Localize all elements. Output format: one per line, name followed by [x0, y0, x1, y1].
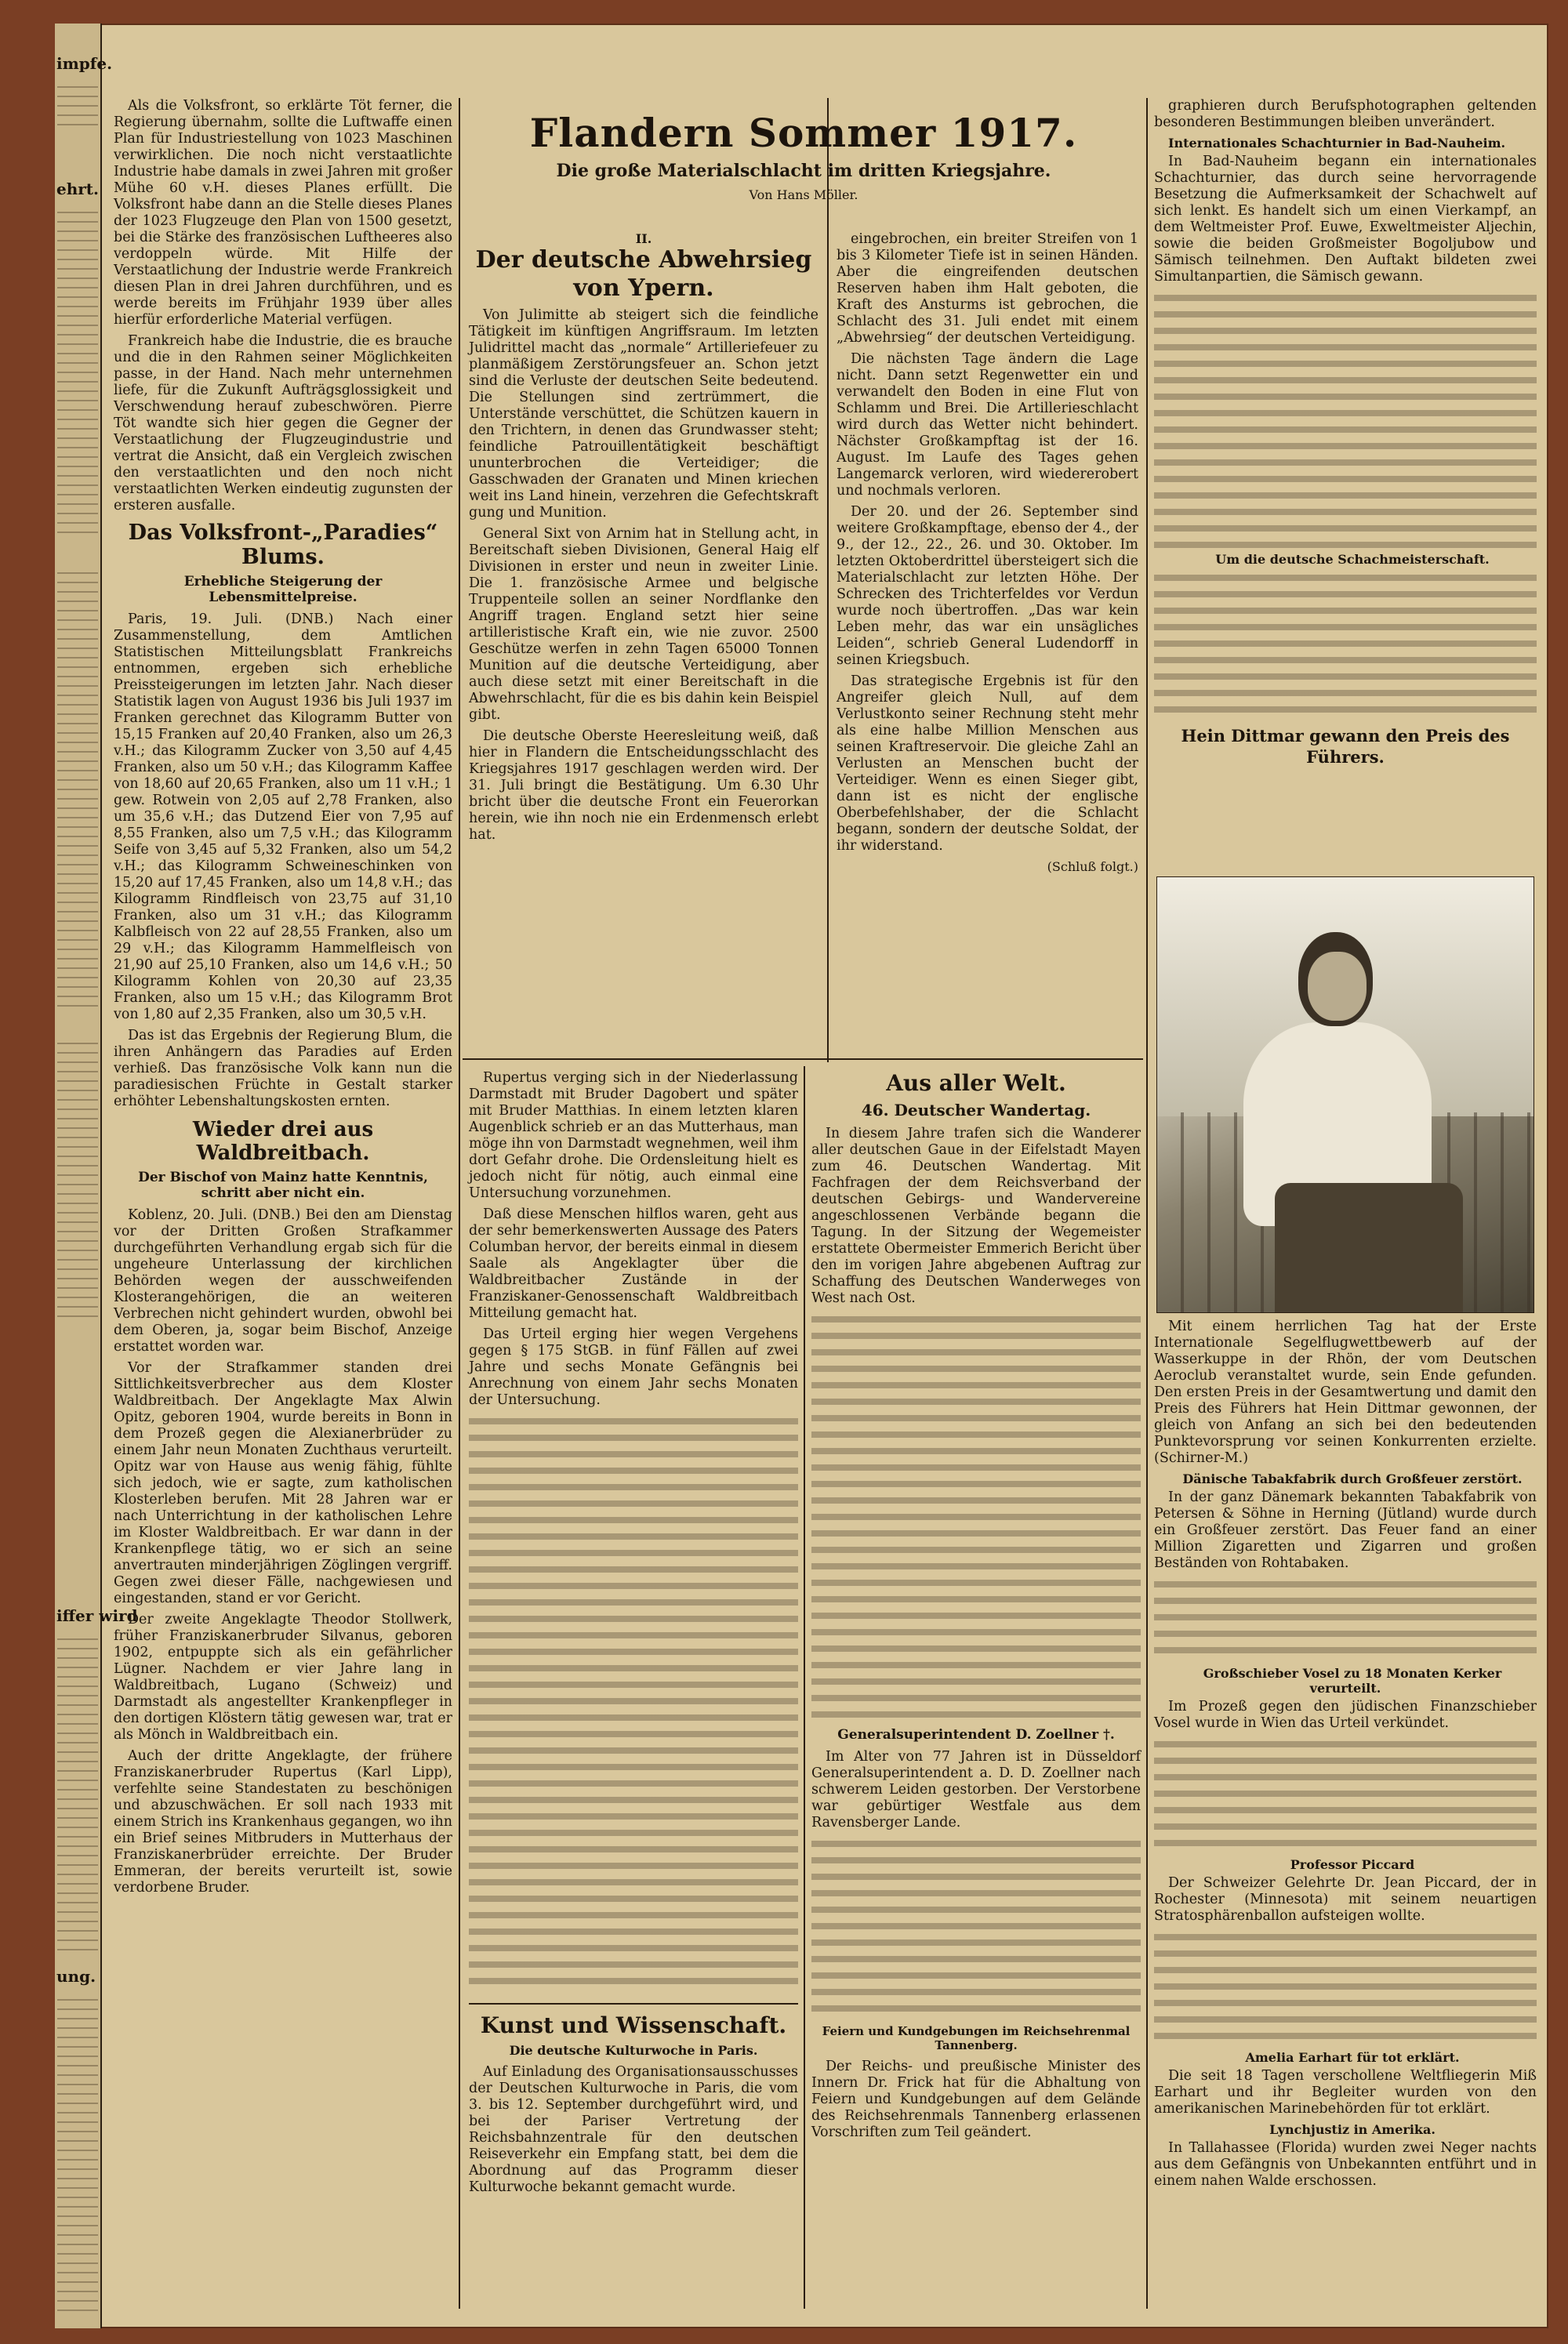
strip-fragment: impfe. [56, 54, 113, 73]
paragraph: graphieren durch Berufsphotographen geltenden besonderen Bestimmungen bleiben unverändert. [1154, 98, 1537, 130]
byline: Von Hans Möller. [749, 187, 858, 202]
strip-text [57, 572, 98, 1011]
column-4 [1154, 98, 1537, 874]
article-title: Wieder drei aus Waldbreitbach. [192, 1118, 374, 1165]
text-continuation [1154, 1736, 1537, 1854]
text-continuation [1154, 290, 1537, 549]
paragraph: Der 20. und der 26. September sind weitere Großkampftage, ebenso der 4., der 9., der 12., 22., 26. und 30. Oktober. Im letzten Oktoberdrittel übersteigert sich die Materialschlacht zur letzten Höhe. Der Schrecken des Trichterfeldes vor Verdun wurde noch übertroffen. „Das war kein Leben mehr, das war ein unsägliches Leiden“, schrieb General Ludendorff in seinen Kriegsbuch. [837, 504, 1138, 668]
paragraph: Im Alter von 77 Jahren ist in Düsseldorf Generalsuperintendent a. D. D. Zoellner nach schwerem Leiden gestorben. Der Verstorbene war gebürtiger Westfale aus dem Ravensberger Lande. [811, 1749, 1141, 1831]
article-title: Der deutsche Abwehrsieg von Ypern. [475, 246, 812, 302]
newspaper-page [55, 24, 1548, 2328]
column-rule [804, 1066, 805, 2309]
strip-text [57, 1638, 98, 1952]
strip-text [57, 212, 98, 541]
column-3-lower [811, 1070, 1141, 2309]
section-number: II. [635, 231, 652, 246]
article-title: Feiern und Kundgebungen im Reichsehrenmal Tannenberg. [822, 2024, 1131, 2052]
article-subtitle: Erhebliche Steigerung der Lebensmittelpreise. [183, 574, 383, 605]
strip-fragment: ehrt. [56, 180, 100, 198]
column-rule [1146, 98, 1148, 2309]
strip-text [57, 1999, 98, 2313]
text-continuation [1154, 1929, 1537, 2047]
paragraph: Der zweite Angeklagte Theodor Stollwerk, früher Franziskanerbruder Silvanus, geboren 1902, entpuppte sich als ein gefährlicher Lügner. Nachdem er vier Jahre lang in Waldbreitbach, Lugano (Schweiz) und Darmstadt als angestellter Krankenpfleger in den dortigen Klöstern tätig gewesen war, trat er als Mönch in Waldbreitbach ein. [114, 1612, 452, 1743]
text-continuation [811, 1836, 1141, 2016]
feature-kicker: Die große Materialschlacht im dritten Kriegsjahre. [556, 161, 1051, 181]
paragraph: Auf Einladung des Organisationsausschusses der Deutschen Kulturwoche in Paris, die vom 3. bis 12. September durchgeführt wird, und bei der Pariser Vertretung der Reichsbahnzentrale für den deutschen Reiseverkehr ein Empfang statt, bei dem die Abordnung auf das Programm dieser Kulturwoche bekannt gemacht wurde. [469, 2064, 798, 2195]
section-title: Kunst und Wissenschaft. [469, 2003, 798, 2038]
paragraph: Das Urteil erging hier wegen Vergehens gegen § 175 StGB. in fünf Fällen auf zwei Jahre und sechs Monate Gefängnis bei Anrechnung von einem Jahr sechs Monaten der Untersuchung. [469, 1326, 798, 1408]
column-4-lower [1154, 1319, 1537, 2310]
paragraph: In Bad-Nauheim begann ein internationales Schachturnier, das durch seine hervorragende Besetzung die Aufmerksamkeit der Schachwelt auf sich lenkt. Es handelt sich um einen Vierkampf, an dem Weltmeister Prof. Euwe, Exweltmeister Aljechin, sowie die beiden Großmeister Bogoljubow und Sämisch teilnehmen. Den Auftakt bildeten zwei Simultanpartien, die Sämisch gewann. [1154, 154, 1537, 285]
horizontal-rule [463, 1058, 1143, 1060]
article-title: Generalsuperintendent D. Zoellner †. [837, 1727, 1115, 1743]
column-1 [114, 98, 452, 2309]
adjacent-page-strip [55, 24, 138, 2328]
strip-fragment: ung. [56, 1967, 96, 1986]
article-title: Um die deutsche Schachmeisterschaft. [1215, 552, 1490, 567]
paragraph: Im Prozeß gegen den jüdischen Finanzschieber Vosel wurde in Wien das Urteil verkündet. [1154, 1699, 1537, 1731]
paragraph: Daß diese Menschen hilflos waren, geht aus der sehr bemerkenswerten Aussage des Paters Columban hervor, der bereits einmal in diesem Saale als Angeklagter über die Waldbreitbacher Zustände in der Franziskaner-Genossenschaft Waldbreitbach Mitteilung gemacht hat. [469, 1206, 798, 1321]
column-rule [459, 98, 460, 2309]
paragraph: Die seit 18 Tagen verschollene Weltfliegerin Miß Earhart und ihr Begleiter wurden von den amerikanischen Marinebehörden für tot erklärt. [1154, 2068, 1537, 2117]
paragraph: Als die Volksfront, so erklärte Töt ferner, die Regierung übernahm, sollte die Luftwaffe einen Plan für Industriestellung von 1023 Maschinen verwirklichen. Die noch nicht verstaatlichte Industrie habe damals in zwei Jahren mit großer Mühe 60 v.H. dieses Planes erfüllt. Die Volksfront habe dann an die Stelle dieses Planes der 1023 Flugzeuge den Plan von 1500 gesetzt, bei die Stärke des französischen Luftheeres also verdoppeln würde. Mit Hilfe der Verstaatlichung der Industrie werde Frankreich diesen Plan in drei Jahren durchführen, und es werde bereits im Frühjahr 1939 über alles hierfür erforderliche Material verfügen. [114, 98, 452, 328]
strip-text [57, 1043, 98, 1325]
paragraph: In diesem Jahre trafen sich die Wanderer aller deutschen Gaue in der Eifelstadt Mayen zum 46. Deutschen Wandertag. Mit Fachfragen der dem Reichsverband der deutschen Gebirgs- und Wandervereine angeschlossenen Verbände begann die Tagung. In der Sitzung der Wegemeister erstattete Obermeister Emmerich Bericht über den im vorigen Jahre abgebenen Auftrag zur Schaffung des Deutschen Wanderweges von West nach Ost. [811, 1126, 1141, 1306]
portrait-photo [1156, 876, 1534, 1313]
article-subtitle: Der Bischof von Mainz hatte Kenntnis, schritt aber nicht ein. [138, 1170, 428, 1201]
column-2 [469, 231, 818, 1054]
paragraph: Frankreich habe die Industrie, die es brauche und die in den Rahmen seiner Möglichkeiten passe, in der Hand. Nach mehr unternehmen liefe, für die Zukunft Aufträgsglossigkeit und Verschwendung herauf zubeschwören. Pierre Töt wandte sich hier gegen die Gegner der Verstaatlichung der Flugzeugindustrie und vertrat die Ansicht, daß ein Vergleich zwischen den verstaatlichten und den noch nicht verstaatlichten Werken eindeutig zugunsten der ersteren ausfalle. [114, 333, 452, 513]
paragraph: Paris, 19. Juli. (DNB.) Nach einer Zusammenstellung, dem Amtlichen Statistischen Mitteilungsblatt Frankreichs entnommen, ergeben sich erhebliche Preissteigerungen im letzten Jahr. Nach dieser Statistik lagen von August 1936 bis Juli 1937 im Franken gerechnet das Kilogramm Butter von 15,15 Franken auf 20,40 Franken, also um 26,3 v.H.; das Kilogramm Zucker von 3,50 auf 4,45 Franken, also um 50 v.H.; das Kilogramm Kaffee von 18,60 auf 20,65 Franken, also um 11 v.H.; 1 gew. Rotwein von 2,05 auf 2,78 Franken, also um 35,6 v.H.; das Dutzend Eier von 7,95 auf 8,55 Franken, also um 7,5 v.H.; das Kilogramm Seife von 3,45 auf 5,32 Franken, also um 54,2 v.H.; das Kilogramm Schweineschinken von 15,20 auf 17,45 Franken, also um 14,8 v.H.; das Kilogramm Rindfleisch von 23,75 auf 31,10 Franken, also um 31 v.H.; das Kilogramm Kalbfleisch von 22 auf 28,55 Franken, also um 29 v.H.; das Kilogramm Hammelfleisch von 21,90 auf 25,10 Franken, also um 14,6 v.H.; 50 Kilogramm Kohlen von 20,30 auf 23,35 Franken, also um 15 v.H.; das Kilogramm Brot von 1,80 auf 2,35 Franken, also um 30,5 v.H. [114, 611, 452, 1022]
text-continuation [1154, 570, 1537, 719]
text-continuation [811, 1312, 1141, 1719]
continuation-note: (Schluß folgt.) [1047, 859, 1138, 874]
column-2-lower [469, 1070, 798, 2309]
news-title: Amelia Earhart für tot erklärt. [1245, 2050, 1460, 2065]
paragraph: In der ganz Dänemark bekannten Tabakfabrik von Petersen & Söhne in Herning (Jütland) wurde durch ein Großfeuer zerstört. Das Feuer fand an einer Million Zigaretten und Zigarren und großen Beständen von Rohtabaken. [1154, 1489, 1537, 1571]
paragraph: Das ist das Ergebnis der Regierung Blum, die ihren Anhängern das Paradies auf Erden verhieß. Das französische Volk kann nun die paradiesischen Früchte in Gestalt starker erhöhter Lebenshaltungskosten ernten. [114, 1028, 452, 1109]
paragraph: General Sixt von Arnim hat in Stellung acht, in Bereitschaft sieben Divisionen, General Haig elf Divisionen in erster und neun in zweiter Linie. Die 1. französische Armee und belgische Truppenteile sollen an seiner Nordflanke den Angriff tragen. England setzt hier seine artilleristische Kraft ein, wie nie zuvor. 2500 Geschütze werfen in zehn Tagen 65000 Tonnen Munition auf die deutsche Verteidigung, aber auch diese setzt mit einer Bereitschaft in die Abwehrschlacht, für die es bis dahin kein Beispiel gibt. [469, 526, 818, 723]
text-continuation [1154, 1577, 1537, 1663]
paragraph: Koblenz, 20. Juli. (DNB.) Bei den am Dienstag vor der Dritten Großen Strafkammer durchgeführten Verhandlung ergab sich für die ungeheure Unterlassung der kirchlichen Behörden wegen der ausschweifenden Klosterangehörigen, die an weiteren Verbrechen nicht gehindert wurden, obwohl bei dem Oberen, ja, sogar beim Bischof, Anzeige erstattet worden war. [114, 1207, 452, 1355]
paragraph: In Tallahassee (Florida) wurden zwei Neger nachts aus dem Gefängnis von Unbekannten entführt und in einem nahen Walde erschossen. [1154, 2140, 1537, 2189]
flandern-header [466, 110, 1141, 210]
section-title: Aus aller Welt. [886, 1070, 1066, 1096]
news-title: Professor Piccard [1290, 1857, 1415, 1872]
paragraph: Der Schweizer Gelehrte Dr. Jean Piccard, der in Rochester (Minnesota) mit seinem neuartigen Stratosphärenballon aufsteigen wollte. [1154, 1875, 1537, 1924]
paragraph: Die deutsche Oberste Heeresleitung weiß, daß hier in Flandern die Entscheidungsschlacht des Kriegsjahres 1917 geschlagen werden wird. Der 31. Juli bringt die Bestätigung. Um 6.30 Uhr bricht über die deutsche Front ein Feuerorkan herein, wie ihn noch nie ein Erdenmensch erlebt hat. [469, 728, 818, 843]
article-subtitle: 46. Deutscher Wandertag. [861, 1101, 1091, 1119]
article-subtitle: Die deutsche Kulturwoche in Paris. [509, 2043, 758, 2058]
photo-title: Hein Dittmar gewann den Preis des Führers. [1181, 726, 1510, 767]
article-title: Das Volksfront-„Paradies“ Blums. [128, 521, 438, 569]
paragraph: eingebrochen, ein breiter Streifen von 1 bis 3 Kilometer Tiefe ist in seinen Händen. Aber die eingreifenden deutschen Reserven haben ihm Halt geboten, die Kraft des Ansturms ist gebrochen, die Schlacht des 31. Juli endet mit einem „Abwehrsieg“ der deutschen Verteidigung. [837, 231, 1138, 346]
strip-text [57, 86, 98, 133]
paragraph: Auch der dritte Angeklagte, der frühere Franziskanerbruder Rupertus (Karl Lipp), verfehlte seine Standestaten zu beschönigen und abzuschwächen. Er soll nach 1933 mit einem Strich ins Krankenhaus gegangen, wo ihn ein Brief seines Mitbruders in Mutterhaus der Franziskanerbrüder erreichte. Der Bruder Emmeran, der bereits verurteilt ist, sowie verdorbene Bruder. [114, 1748, 452, 1896]
paragraph: Rupertus verging sich in der Niederlassung Darmstadt mit Bruder Dagobert und später mit Bruder Matthias. In einem letzten klaren Augenblick schrieb er an das Mutterhaus, man möge ihn von Darmstadt wegnehmen, weil ihm dort Gefahr drohe. Die Ordensleitung hielt es jedoch nicht für nötig, auch einmal eine Untersuchung vorzunehmen. [469, 1070, 798, 1201]
feature-headline: Flandern Sommer 1917. [529, 110, 1078, 156]
paragraph: Die nächsten Tage ändern die Lage nicht. Dann setzt Regenwetter ein und verwandelt den Boden in eine Flut von Schlamm und Brei. Die Artillerieschlacht wird durch das Wetter nicht behindert. Nächster Großkampftag ist der 16. August. Im Laufe des Tages gehen Langemarck verloren, wird wiedererobert und nochmals verloren. [837, 351, 1138, 499]
paragraph: Das strategische Ergebnis ist für den Angreifer gleich Null, auf dem Verlustkonto seiner Rechnung steht mehr als eine halbe Million Menschen aus seinen Kraftreservoir. Die gleiche Zahl an Verlusten an Menschen bucht der Verteidiger. Wenn es einen Sieger gibt, dann ist es nicht der englische Oberbefehlshaber, der die Schlacht begann, sondern der deutsche Soldat, der ihr widerstand. [837, 673, 1138, 854]
paragraph: Vor der Strafkammer standen drei Sittlichkeitsverbrecher aus dem Kloster Waldbreitbach. Der Angeklagte Max Alwin Opitz, geboren 1904, wurde bereits in Bonn in dem Prozeß gegen die Alexianerbrüder zu einem Jahr neun Monaten Zuchthaus verurteilt. Opitz war von Hause aus wenig fähig, fühlte sich jedoch, wie er sagte, zum katholischen Klosterleben berufen. Mit 28 Jahren war er nach Unterrichtung in der katholischen Lehre im Kloster Waldbreitbach. Er war dann in der Krankenpflege tätig, wo er sich an seine anvertrauten minderjährigen Zöglingen vergriff. Gegen zwei dieser Fälle, nachgewiesen und eingestanden, stand er vor Gericht. [114, 1360, 452, 1606]
news-title: Großschieber Vosel zu 18 Monaten Kerker verurteilt. [1203, 1666, 1502, 1696]
strip-fragment: iffer wird [56, 1606, 138, 1625]
column-3 [837, 231, 1138, 1054]
paragraph: Von Julimitte ab steigert sich die feindliche Tätigkeit im künftigen Angriffsraum. Im letzten Julidrittel macht das „normale“ Artilleriefeuer zu planmäßigem Zerstörungsfeuer an. Schon jetzt sind die Verluste der deutschen Seite bedeutend. Die Stellungen sind zertrümmert, die Unterstände verschüttet, die Schützen kauern in den Trichtern, in denen das Grundwasser steht; feindliche Patrouillentätigkeit beschäftigt ununterbrochen die Verteidiger; die Gasschwaden der Granaten und Minen kriechen weit ins Land hinein, verzehren die Gefechtskraft gung und Munition. [469, 307, 818, 521]
news-title: Lynchjustiz in Amerika. [1269, 2122, 1436, 2137]
photo-caption: Mit einem herrlichen Tag hat der Erste Internationale Segelflugwettbewerb auf der Wasserkuppe in der Rhön, der vom Deutschen Aeroclub veranstaltet wurde, sein Ende gefunden. Den ersten Preis in der Gesamtwertung und damit den Preis des Führers hat Hein Dittmar gewonnen, der gleich von Anfang an sich bei den bedeutenden Punktevorsprung vor seinen Konkurrenten erzielte. (Schirner-M.) [1154, 1319, 1537, 1466]
paragraph: Der Reichs- und preußische Minister des Innern Dr. Frick hat für die Abhaltung von Feiern und Kundgebungen auf dem Gelände des Reichsehrenmals Tannenberg erlassenen Vorschriften zum Teil geändert. [811, 2059, 1141, 2140]
news-title: Dänische Tabakfabrik durch Großfeuer zerstört. [1182, 1471, 1523, 1486]
text-continuation [469, 1413, 798, 1994]
article-title: Internationales Schachturnier in Bad-Nauheim. [1168, 136, 1506, 151]
column-rule [827, 98, 829, 1062]
